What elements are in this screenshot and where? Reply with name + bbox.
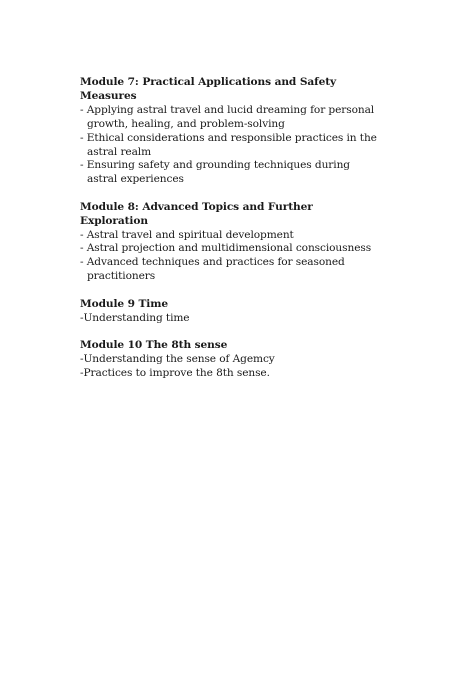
module-8-section <box>80 201 380 284</box>
document-content <box>80 76 380 394</box>
module-7-list <box>80 104 380 187</box>
list-item: - Advanced techniques and practices for seasoned practitioners <box>80 256 345 283</box>
list-item: -Understanding time <box>80 311 190 324</box>
list-item: - Ensuring safety and grounding techniques during astral experiences <box>80 159 350 186</box>
module-7-heading: Module 7: Practical Applications and Safety Measures <box>80 76 337 102</box>
list-item: - Ethical considerations and responsible practices in the astral realm <box>80 131 377 158</box>
module-8-heading: Module 8: Advanced Topics and Further Exploration <box>80 200 313 227</box>
module-10-section <box>80 339 380 381</box>
module-8-list <box>80 229 380 285</box>
module-9-list <box>80 312 380 326</box>
module-10-heading: Module 10 The 8th sense <box>80 339 228 351</box>
list-item: - Applying astral travel and lucid dreaming for personal growth, healing, and problem-solving <box>80 103 375 130</box>
module-7-section <box>80 76 380 187</box>
module-9-heading: Module 9 Time <box>80 297 168 310</box>
module-9-section <box>80 298 380 326</box>
list-item: -Understanding the sense of Agemcy <box>80 352 275 365</box>
list-item: - Astral travel and spiritual development <box>80 228 294 241</box>
module-10-list <box>80 353 380 381</box>
list-item: -Practices to improve the 8th sense. <box>80 366 270 379</box>
list-item: - Astral projection and multidimensional consciousness <box>80 242 372 255</box>
